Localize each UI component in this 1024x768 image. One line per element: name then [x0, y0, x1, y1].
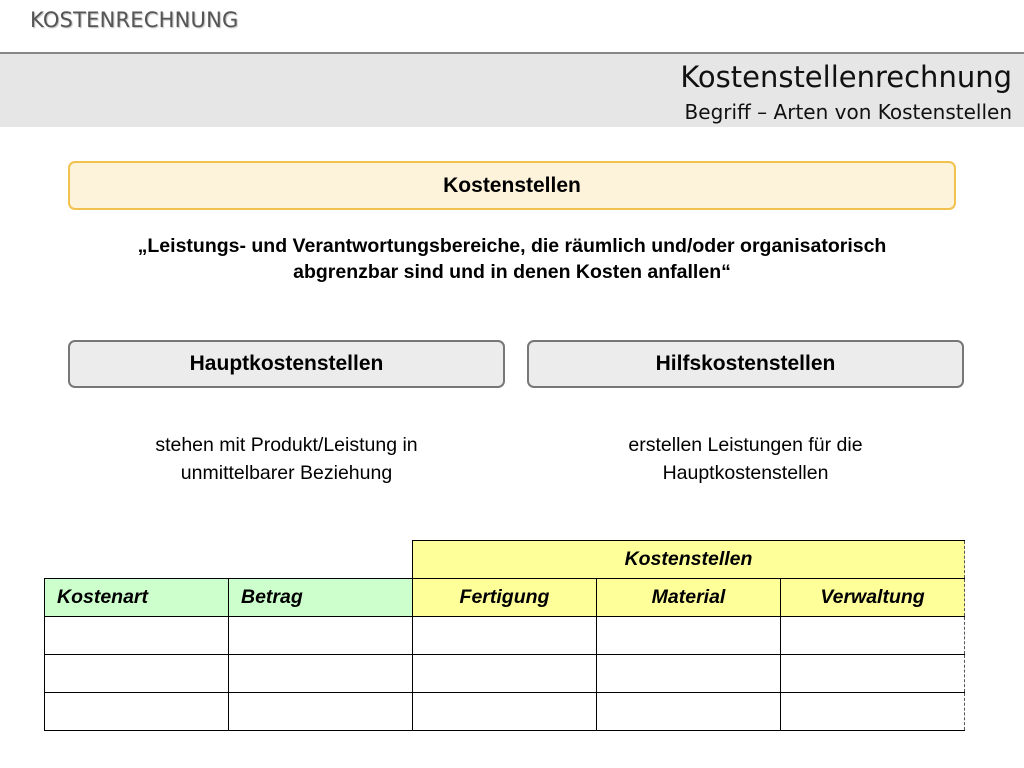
table-row: [45, 655, 965, 693]
cost-allocation-table: [44, 540, 965, 731]
description-line: stehen mit Produkt/Leistung in: [155, 434, 418, 456]
slide-title: Kostenstellenrechnung: [680, 60, 1012, 94]
table-cell: [597, 693, 781, 731]
table-cell: [781, 693, 965, 731]
hauptkostenstellen-box: Hauptkostenstellen: [68, 340, 505, 388]
column-header-material: Material: [597, 579, 781, 617]
table-cell: [597, 655, 781, 693]
description-line: erstellen Leistungen für die: [628, 434, 863, 456]
table-cell: [45, 693, 229, 731]
definition-line-2: abgrenzbar sind und in denen Kosten anfallen“: [293, 261, 731, 283]
empty-header-cell: [45, 541, 413, 579]
hilfskostenstellen-description: [527, 431, 964, 487]
table-cell: [45, 617, 229, 655]
kostenstellen-group-header: Kostenstellen: [413, 541, 965, 579]
section-label: KOSTENRECHNUNG: [30, 8, 239, 32]
column-header-betrag: Betrag: [229, 579, 413, 617]
column-header-fertigung: Fertigung: [413, 579, 597, 617]
slide-subtitle: Begriff – Arten von Kostenstellen: [684, 100, 1012, 124]
table-row: [45, 617, 965, 655]
table-cell: [413, 693, 597, 731]
table-cell: [781, 655, 965, 693]
table-row: [45, 693, 965, 731]
table-group-header-row: [45, 541, 965, 579]
table-header-row: [45, 579, 965, 617]
table-cell: [229, 617, 413, 655]
column-header-kostenart: Kostenart: [45, 579, 229, 617]
hilfskostenstellen-box: Hilfskostenstellen: [527, 340, 964, 388]
table-cell: [781, 617, 965, 655]
title-band: [0, 52, 1024, 127]
table-cell: [597, 617, 781, 655]
description-line: unmittelbarer Beziehung: [180, 462, 393, 484]
table-cell: [413, 617, 597, 655]
table-cell: [413, 655, 597, 693]
definition-line-1: „Leistungs- und Verantwortungsbereiche, die räumlich und/oder organisatorisch: [137, 235, 887, 257]
table-cell: [45, 655, 229, 693]
definition-text: [60, 233, 964, 285]
table-cell: [229, 655, 413, 693]
table-cell: [229, 693, 413, 731]
column-header-verwaltung: Verwaltung: [781, 579, 965, 617]
hauptkostenstellen-description: [68, 431, 505, 487]
description-line: Hauptkostenstellen: [662, 462, 829, 484]
kostenstellen-box: Kostenstellen: [68, 161, 956, 210]
